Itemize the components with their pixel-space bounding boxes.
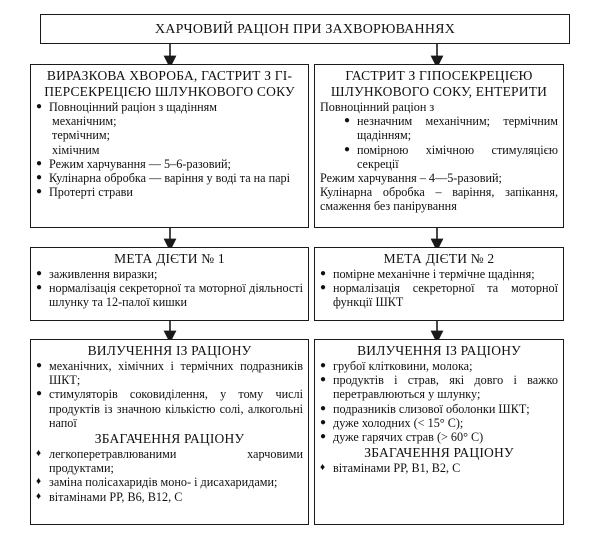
list-item: ● продуктів і страв, які довго і важко перетравлюються у шлунку; — [320, 373, 558, 402]
left-exclusion-header: ВИЛУЧЕННЯ ІЗ РАЦІОНУ — [87, 343, 252, 358]
diagram-title: ХАРЧОВИЙ РАЦІОН ПРИ ЗАХВОРЮВАННЯХ — [40, 14, 570, 44]
list-item: ● стимуляторів соковиділення, у тому числі продуктів із значною кількістю солі, алкогольні напої — [36, 387, 303, 430]
list-item: ● нормалізація секреторної та моторної функції ШКТ — [320, 281, 558, 310]
list-item: ● Кулінарна обробка — варіння у воді та на парі — [36, 171, 291, 186]
left-condition-header: ВИРАЗКОВА ХВОРОБА, ГАСТРИТ З ГІ-ПЕРСЕКРЕЦІЄЮ ШЛУНКОВОГО СОКУ — [44, 68, 295, 99]
list-item: ● грубої клітковини, молока; — [320, 359, 473, 373]
list-item: ● подразників слизової оболонки ШКТ; — [320, 401, 530, 416]
right-mode: Режим харчування – 4—5-разовий; — [320, 171, 502, 186]
right-exclusion-box — [314, 339, 564, 525]
right-cooking: Кулінарна обробка – варіння, запікання, смаження без панірування — [320, 185, 558, 214]
list-item: ● Повноцінний раціон з щадінням — [36, 100, 217, 114]
list-item: ♦ легкоперетравлюваними харчовими продуктами; — [36, 447, 303, 476]
list-item: ● помірною хімічною стимуляцією секреції — [344, 142, 558, 171]
right-enrich-header: ЗБАГАЧЕННЯ РАЦІОНУ — [364, 445, 514, 461]
left-goal-header: МЕТА ДІЄТИ № 1 — [114, 251, 225, 266]
list-item: ● механічних, хімічних і термічних подразників ШКТ; — [36, 359, 303, 388]
list-item: ● заживлення виразки; — [36, 267, 158, 281]
left-sub-item: хімічним — [52, 142, 100, 157]
list-item: ● незначним механічним; термічним щадінням; — [344, 114, 558, 143]
left-enrich-header: ЗБАГАЧЕННЯ РАЦІОНУ — [94, 431, 245, 447]
list-item: ♦ вітамінами РР, В6, В12, С — [36, 489, 183, 504]
list-item: ● дуже холодних (< 15° С); — [320, 415, 464, 430]
list-item: ♦ заміна полісахаридів моно- і дисахаридами; — [36, 475, 278, 490]
right-condition-header: ГАСТРИТ З ГІПОСЕКРЕЦІЄЮ ШЛУНКОВОГО СОКУ, ЕНТЕРИТИ — [330, 68, 548, 99]
list-item: ● помірне механічне і термічне щадіння; — [320, 267, 535, 281]
left-exclusion-box — [30, 339, 309, 525]
list-item: ♦ вітамінами РР, В1, В2, С — [320, 461, 461, 476]
left-sub-item: термічним; — [52, 128, 111, 143]
right-goal-header: МЕТА ДІЄТИ № 2 — [383, 251, 495, 266]
list-item: ● Протерті страви — [36, 185, 133, 200]
right-exclusion-header: ВИЛУЧЕННЯ ІЗ РАЦІОНУ — [357, 343, 521, 358]
left-sub-item: механічним; — [52, 114, 117, 129]
list-item: ● нормалізація секреторної та моторної діяльності шлунку та 12-палої кишки — [36, 281, 303, 310]
right-goal-box — [314, 247, 564, 321]
list-item: ● дуже гарячих страв (> 60° С) — [320, 430, 484, 445]
right-condition-box — [314, 64, 564, 228]
left-goal-box — [30, 247, 309, 321]
list-item: ● Режим харчування — 5–6-разовий; — [36, 156, 231, 171]
left-condition-box — [30, 64, 309, 228]
right-intro: Повноцінний раціон з — [320, 100, 435, 114]
